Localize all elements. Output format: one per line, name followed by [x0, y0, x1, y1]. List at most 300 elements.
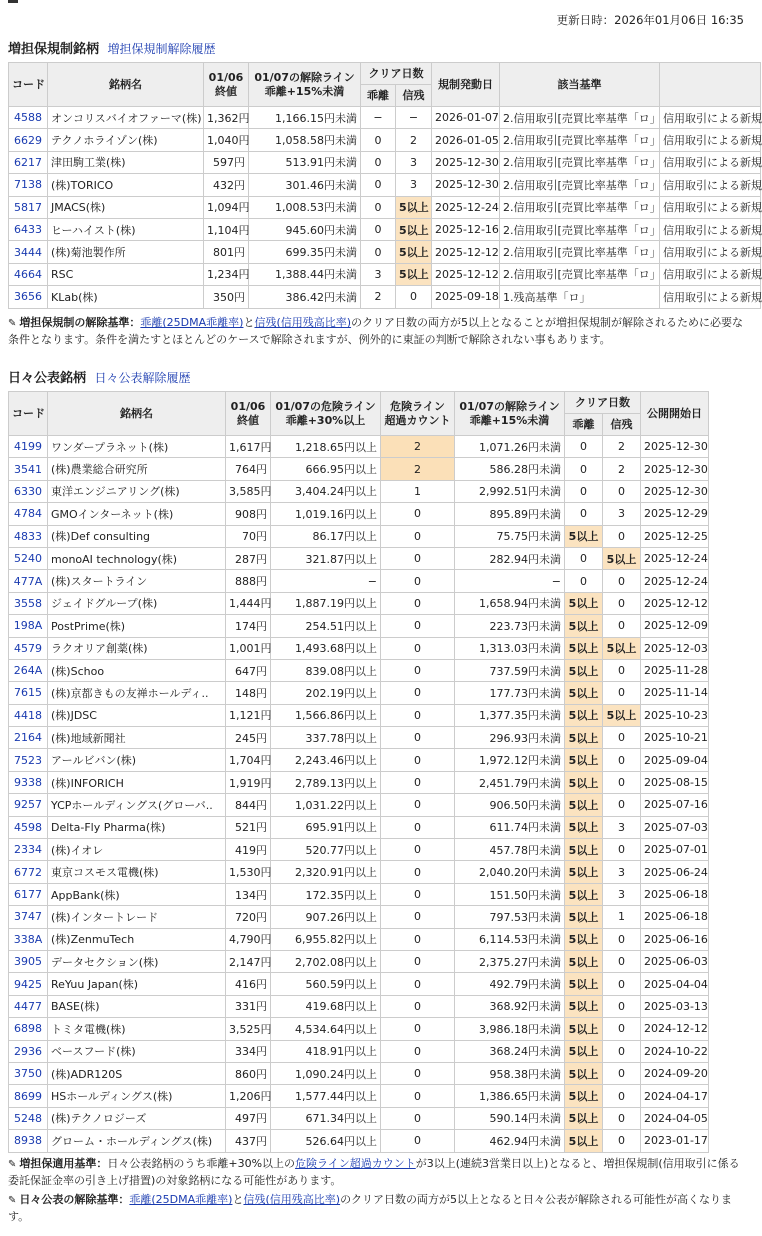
extra: 信用取引による新規	[660, 263, 761, 285]
stock-name: (株)スタートライン	[48, 570, 226, 592]
kairi-days: 5以上	[565, 1062, 603, 1084]
stock-code-link[interactable]: 7523	[9, 749, 48, 771]
extra: 信用取引による新規	[660, 218, 761, 240]
danger-line: 560.59円以上	[271, 973, 381, 995]
margin-history-link[interactable]: 増担保規制解除履歴	[107, 42, 216, 56]
criteria: 2.信用取引[売買比率基準「ロ」	[500, 263, 660, 285]
stock-code-link[interactable]: 3747	[9, 906, 48, 928]
release-line: −	[455, 570, 565, 592]
release-line: 368.92円未満	[455, 995, 565, 1017]
close-price: 1,040円	[204, 129, 249, 151]
kairi-days: 5以上	[565, 659, 603, 681]
stock-name: (株)農業総合研究所	[48, 458, 226, 480]
close-price: 844円	[226, 794, 271, 816]
danger-line: 671.34円以上	[271, 1107, 381, 1129]
start-date: 2025-11-28	[641, 659, 709, 681]
start-date: 2024-12-12	[641, 1018, 709, 1040]
shinzan-days: 1	[603, 906, 641, 928]
release-line: 1,658.94円未満	[455, 592, 565, 614]
close-price: 1,121円	[226, 704, 271, 726]
stock-name: 東京コスモス電機(株)	[48, 861, 226, 883]
shinzan-days: 0	[603, 1040, 641, 1062]
danger-count: 0	[381, 928, 455, 950]
kairi-days: 0	[565, 436, 603, 458]
daily-apply-note: ✎ 増担保適用基準：日々公表銘柄のうち乖離+30%以上の危険ライン超過カウントが3以上(連続3営業日以上)となると、増担保規制(信用取引に係る委託保証金率の引き上げ措置)の対象銘柄になる可能性があります。	[8, 1157, 740, 1187]
danger-line: 4,534.64円以上	[271, 1018, 381, 1040]
danger-line: 321.87円以上	[271, 547, 381, 569]
danger-line: 695.91円以上	[271, 816, 381, 838]
stock-name: AppBank(株)	[48, 883, 226, 905]
stock-name: ラクオリア創薬(株)	[48, 637, 226, 659]
shinzan-days: 0	[603, 1085, 641, 1107]
start-date: 2025-07-16	[641, 794, 709, 816]
kairi-days: 0	[361, 151, 396, 173]
stock-code-link[interactable]: 9338	[9, 771, 48, 793]
danger-count: 0	[381, 1130, 455, 1152]
stock-code-link[interactable]: 3558	[9, 592, 48, 614]
release-line: 895.89円未満	[455, 503, 565, 525]
danger-count: 0	[381, 615, 455, 637]
kairi-days: 0	[565, 547, 603, 569]
start-date: 2025-10-23	[641, 704, 709, 726]
stock-name: (株)INFORICH	[48, 771, 226, 793]
kairi-days: 5以上	[565, 615, 603, 637]
stock-code-link[interactable]: 6177	[9, 883, 48, 905]
shinzan-days: 2	[603, 436, 641, 458]
stock-code-link[interactable]: 6330	[9, 480, 48, 502]
close-price: 801円	[204, 241, 249, 263]
start-date: 2025-07-01	[641, 839, 709, 861]
table-row	[9, 241, 761, 263]
start-date: 2025-09-18	[432, 286, 500, 308]
shinzan-days: 0	[603, 1062, 641, 1084]
shinzan-days: 0	[603, 1130, 641, 1152]
release-line: 386.42円未満	[249, 286, 361, 308]
close-price: 1,104円	[204, 218, 249, 240]
danger-line: 666.95円以上	[271, 458, 381, 480]
stock-code-link[interactable]: 4784	[9, 503, 48, 525]
table-row	[9, 682, 709, 704]
close-price: 2,147円	[226, 950, 271, 972]
danger-line: 1,493.68円以上	[271, 637, 381, 659]
danger-count: 0	[381, 950, 455, 972]
stock-name: KLab(株)	[48, 286, 204, 308]
start-date: 2025-12-24	[432, 196, 500, 218]
criteria: 2.信用取引[売買比率基準「ロ」	[500, 174, 660, 196]
release-line: 958.38円未満	[455, 1062, 565, 1084]
close-price: 1,362円	[204, 107, 249, 129]
kairi-days: 5以上	[565, 749, 603, 771]
close-price: 647円	[226, 659, 271, 681]
kairi-days: 5以上	[565, 1107, 603, 1129]
kairi-days: 5以上	[565, 1130, 603, 1152]
release-line: 906.50円未満	[455, 794, 565, 816]
table-row	[9, 1085, 709, 1107]
stock-name: ベースフード(株)	[48, 1040, 226, 1062]
release-line: 6,114.53円未満	[455, 928, 565, 950]
col-name: 銘柄名	[48, 392, 226, 436]
start-date: 2025-12-03	[641, 637, 709, 659]
close-price: 432円	[204, 174, 249, 196]
close-price: 334円	[226, 1040, 271, 1062]
kairi-days: 5以上	[565, 727, 603, 749]
col-extra	[660, 63, 761, 107]
kairi-days: 5以上	[565, 906, 603, 928]
danger-count: 0	[381, 637, 455, 659]
stock-code-link[interactable]: 2334	[9, 839, 48, 861]
table-row	[9, 906, 709, 928]
kairi-link[interactable]: 乖離(25DMA乖離率)	[129, 1193, 233, 1206]
daily-history-link[interactable]: 日々公表解除履歴	[94, 371, 191, 385]
start-date: 2025-04-04	[641, 973, 709, 995]
stock-code-link[interactable]: 6433	[9, 218, 48, 240]
shinzan-days: 0	[396, 286, 432, 308]
col-kairi: 乖離	[361, 85, 396, 107]
start-date: 2025-03-13	[641, 995, 709, 1017]
close-price: 764円	[226, 458, 271, 480]
release-line: 457.78円未満	[455, 839, 565, 861]
stock-code-link[interactable]: 4664	[9, 263, 48, 285]
release-line: 223.73円未満	[455, 615, 565, 637]
shinzan-days: 5以上	[603, 704, 641, 726]
criteria: 2.信用取引[売買比率基準「ロ」	[500, 196, 660, 218]
kairi-days: 5以上	[565, 861, 603, 883]
close-price: 1,704円	[226, 749, 271, 771]
danger-count: 0	[381, 1040, 455, 1062]
start-date: 2024-10-22	[641, 1040, 709, 1062]
start-date: 2024-09-20	[641, 1062, 709, 1084]
updated-timestamp: 更新日時：2026年01月06日 16:35	[556, 13, 744, 27]
daily-table	[8, 391, 709, 1153]
shinzan-link[interactable]: 信残(信用残高比率)	[243, 1193, 341, 1206]
kairi-days: 0	[565, 503, 603, 525]
shinzan-days: −	[396, 107, 432, 129]
kairi-days: 0	[361, 129, 396, 151]
kairi-days: 0	[565, 480, 603, 502]
kairi-days: 0	[361, 218, 396, 240]
stock-name: ジェイドグループ(株)	[48, 592, 226, 614]
start-date: 2025-12-29	[641, 503, 709, 525]
stock-code-link[interactable]: 4598	[9, 816, 48, 838]
col-release-line: 01/07の解除ライン 乖離+15%未満	[249, 63, 361, 107]
danger-count: 2	[381, 436, 455, 458]
stock-code-link[interactable]: 8938	[9, 1130, 48, 1152]
close-price: 1,530円	[226, 861, 271, 883]
close-price: 720円	[226, 906, 271, 928]
start-date: 2025-06-03	[641, 950, 709, 972]
kairi-days: 5以上	[565, 950, 603, 972]
close-price: 3,585円	[226, 480, 271, 502]
stock-name: ReYuu Japan(株)	[48, 973, 226, 995]
table-row	[9, 547, 709, 569]
stock-name: (株)菊池製作所	[48, 241, 204, 263]
stock-code-link[interactable]: 9257	[9, 794, 48, 816]
shinzan-link[interactable]: 信残(信用残高比率)	[254, 316, 352, 329]
release-line: 1,166.15円未満	[249, 107, 361, 129]
shinzan-days: 5以上	[396, 218, 432, 240]
start-date: 2024-04-17	[641, 1085, 709, 1107]
start-date: 2025-12-12	[641, 592, 709, 614]
close-price: 148円	[226, 682, 271, 704]
kairi-days: 5以上	[565, 771, 603, 793]
close-price: 437円	[226, 1130, 271, 1152]
shinzan-days: 0	[603, 973, 641, 995]
stock-code-link[interactable]: 5817	[9, 196, 48, 218]
shinzan-days: 5以上	[396, 241, 432, 263]
kairi-days: 5以上	[565, 592, 603, 614]
shinzan-days: 3	[603, 503, 641, 525]
table-row	[9, 218, 761, 240]
danger-count: 0	[381, 973, 455, 995]
danger-count-link[interactable]: 危険ライン超過カウント	[295, 1157, 416, 1170]
col-criteria: 該当基準	[500, 63, 660, 107]
start-date: 2025-12-30	[432, 151, 500, 173]
stock-code-link[interactable]: 3444	[9, 241, 48, 263]
table-row	[9, 1130, 709, 1152]
stock-code-link[interactable]: 8699	[9, 1085, 48, 1107]
pencil-icon: ✎	[8, 1195, 17, 1206]
release-line: 1,008.53円未満	[249, 196, 361, 218]
col-danger-count: 危険ライン 超過カウント	[381, 392, 455, 436]
close-price: 287円	[226, 547, 271, 569]
stock-name: 津田駒工業(株)	[48, 151, 204, 173]
kairi-days: 0	[361, 241, 396, 263]
release-line: 301.46円未満	[249, 174, 361, 196]
stock-code-link[interactable]: 4588	[9, 107, 48, 129]
release-line: 2,040.20円未満	[455, 861, 565, 883]
release-line: 1,071.26円未満	[455, 436, 565, 458]
start-date: 2025-06-16	[641, 928, 709, 950]
margin-table	[8, 62, 761, 309]
stock-name: (株)テクノロジーズ	[48, 1107, 226, 1129]
danger-count: 0	[381, 883, 455, 905]
close-price: 331円	[226, 995, 271, 1017]
start-date: 2026-01-05	[432, 129, 500, 151]
danger-line: 3,404.24円以上	[271, 480, 381, 502]
kairi-link[interactable]: 乖離(25DMA乖離率)	[140, 316, 244, 329]
stock-code-link[interactable]: 4477	[9, 995, 48, 1017]
stock-code-link[interactable]: 2164	[9, 727, 48, 749]
start-date: 2025-09-04	[641, 749, 709, 771]
table-row	[9, 263, 761, 285]
criteria: 2.信用取引[売買比率基準「ロ」	[500, 129, 660, 151]
danger-line: 1,218.65円以上	[271, 436, 381, 458]
close-price: 860円	[226, 1062, 271, 1084]
table-row	[9, 525, 709, 547]
extra: 信用取引による新規	[660, 151, 761, 173]
extra: 信用取引による新規	[660, 286, 761, 308]
stock-code-link[interactable]: 2936	[9, 1040, 48, 1062]
stock-code-link[interactable]: 3541	[9, 458, 48, 480]
danger-count: 1	[381, 480, 455, 502]
danger-count: 0	[381, 727, 455, 749]
release-line: 797.53円未満	[455, 906, 565, 928]
kairi-days: 5以上	[565, 1040, 603, 1062]
stock-code-link[interactable]: 4833	[9, 525, 48, 547]
release-line: 177.73円未満	[455, 682, 565, 704]
stock-code-link[interactable]: 198A	[9, 615, 48, 637]
stock-code-link[interactable]: 7138	[9, 174, 48, 196]
danger-line: 907.26円以上	[271, 906, 381, 928]
close-price: 4,790円	[226, 928, 271, 950]
start-date: 2025-12-24	[641, 547, 709, 569]
table-row	[9, 480, 709, 502]
table-row	[9, 458, 709, 480]
kairi-days: 5以上	[565, 928, 603, 950]
stock-code-link[interactable]: 338A	[9, 928, 48, 950]
kairi-days: 0	[361, 196, 396, 218]
criteria: 2.信用取引[売買比率基準「ロ」	[500, 218, 660, 240]
kairi-days: 5以上	[565, 816, 603, 838]
start-date: 2025-07-03	[641, 816, 709, 838]
release-line: 1,058.58円未満	[249, 129, 361, 151]
col-code: コード	[9, 63, 48, 107]
kairi-days: 5以上	[565, 995, 603, 1017]
danger-line: 172.35円以上	[271, 883, 381, 905]
danger-line: 418.91円以上	[271, 1040, 381, 1062]
release-line: 1,313.03円未満	[455, 637, 565, 659]
danger-line: 520.77円以上	[271, 839, 381, 861]
stock-code-link[interactable]: 7615	[9, 682, 48, 704]
stock-code-link[interactable]: 4418	[9, 704, 48, 726]
kairi-days: 3	[361, 263, 396, 285]
kairi-days: 5以上	[565, 883, 603, 905]
col-release-line: 01/07の解除ライン 乖離+15%未満	[455, 392, 565, 436]
col-name: 銘柄名	[48, 63, 204, 107]
close-price: 419円	[226, 839, 271, 861]
stock-code-link[interactable]: 6898	[9, 1018, 48, 1040]
shinzan-days: 3	[603, 816, 641, 838]
stock-code-link[interactable]: 6629	[9, 129, 48, 151]
stock-code-link[interactable]: 4579	[9, 637, 48, 659]
criteria: 2.信用取引[売買比率基準「ロ」	[500, 241, 660, 263]
close-price: 3,525円	[226, 1018, 271, 1040]
table-row	[9, 1018, 709, 1040]
stock-code-link[interactable]: 3656	[9, 286, 48, 308]
table-row	[9, 637, 709, 659]
shinzan-days: 5以上	[396, 263, 432, 285]
table-row	[9, 570, 709, 592]
stock-code-link[interactable]: 4199	[9, 436, 48, 458]
stock-code-link[interactable]: 6217	[9, 151, 48, 173]
shinzan-days: 2	[603, 458, 641, 480]
release-line: 3,986.18円未満	[455, 1018, 565, 1040]
stock-code-link[interactable]: 5248	[9, 1107, 48, 1129]
release-line: 75.75円未満	[455, 525, 565, 547]
stock-code-link[interactable]: 5240	[9, 547, 48, 569]
shinzan-days: 3	[603, 883, 641, 905]
col-shinzan: 信残	[603, 414, 641, 436]
start-date: 2025-12-09	[641, 615, 709, 637]
release-line: 1,386.65円未満	[455, 1085, 565, 1107]
stock-code-link[interactable]: 6772	[9, 861, 48, 883]
stock-code-link[interactable]: 3905	[9, 950, 48, 972]
col-shinzan: 信残	[396, 85, 432, 107]
start-date: 2025-12-30	[641, 436, 709, 458]
stock-code-link[interactable]: 9425	[9, 973, 48, 995]
stock-name: (株)JDSC	[48, 704, 226, 726]
stock-name: データセクション(株)	[48, 950, 226, 972]
kairi-days: 5以上	[565, 839, 603, 861]
table-row	[9, 1040, 709, 1062]
stock-code-link[interactable]: 477A	[9, 570, 48, 592]
close-price: 908円	[226, 503, 271, 525]
table-row	[9, 839, 709, 861]
danger-line: 2,320.91円以上	[271, 861, 381, 883]
close-price: 888円	[226, 570, 271, 592]
close-price: 1,919円	[226, 771, 271, 793]
col-close: 01/06 終値	[226, 392, 271, 436]
start-date: 2025-06-18	[641, 906, 709, 928]
table-row	[9, 704, 709, 726]
table-row	[9, 771, 709, 793]
shinzan-days: 0	[603, 1107, 641, 1129]
close-price: 174円	[226, 615, 271, 637]
table-row	[9, 749, 709, 771]
stock-code-link[interactable]: 3750	[9, 1062, 48, 1084]
shinzan-days: 5以上	[603, 637, 641, 659]
kairi-days: 0	[565, 570, 603, 592]
release-line: 296.93円未満	[455, 727, 565, 749]
start-date: 2026-01-07	[432, 107, 500, 129]
table-row	[9, 1062, 709, 1084]
table-row	[9, 107, 761, 129]
release-line: 492.79円未満	[455, 973, 565, 995]
daily-title: 日々公表銘柄	[8, 371, 87, 386]
release-line: 611.74円未満	[455, 816, 565, 838]
stock-name: (株)イオレ	[48, 839, 226, 861]
start-date: 2024-04-05	[641, 1107, 709, 1129]
danger-line: 337.78円以上	[271, 727, 381, 749]
stock-name: アールビバン(株)	[48, 749, 226, 771]
shinzan-days: 0	[603, 995, 641, 1017]
close-price: 521円	[226, 816, 271, 838]
danger-count: 0	[381, 839, 455, 861]
stock-code-link[interactable]: 264A	[9, 659, 48, 681]
close-price: 497円	[226, 1107, 271, 1129]
stock-name: Delta-Fly Pharma(株)	[48, 816, 226, 838]
stock-name: ヒーハイスト(株)	[48, 218, 204, 240]
start-date: 2025-08-15	[641, 771, 709, 793]
table-row	[9, 727, 709, 749]
danger-line: 1,577.44円以上	[271, 1085, 381, 1107]
col-start-date: 規制発動日	[432, 63, 500, 107]
extra: 信用取引による新規	[660, 241, 761, 263]
kairi-days: 5以上	[565, 525, 603, 547]
close-price: 1,234円	[204, 263, 249, 285]
margin-section-title	[8, 38, 216, 57]
danger-line: 1,887.19円以上	[271, 592, 381, 614]
shinzan-days: 0	[603, 592, 641, 614]
close-price: 245円	[226, 727, 271, 749]
shinzan-days: 0	[603, 659, 641, 681]
extra: 信用取引による新規	[660, 174, 761, 196]
close-price: 1,444円	[226, 592, 271, 614]
release-line: 586.28円未満	[455, 458, 565, 480]
danger-count: 0	[381, 547, 455, 569]
shinzan-days: 5以上	[396, 196, 432, 218]
criteria: 2.信用取引[売買比率基準「ロ」	[500, 151, 660, 173]
pencil-icon: ✎	[8, 318, 17, 329]
stock-name: JMACS(株)	[48, 196, 204, 218]
margin-release-note: ✎ 増担保規制の解除基準：乖離(25DMA乖離率)と信残(信用残高比率)のクリア日数の両方が5以上となることが増担保規制が解除されるために必要な条件となります。条件を満たすとほとんどのケースで解除されますが、例外的に東証の判断で解除されない事もあります。	[8, 316, 744, 346]
kairi-days: 5以上	[565, 794, 603, 816]
stock-name: (株)Schoo	[48, 659, 226, 681]
danger-count: 0	[381, 816, 455, 838]
stock-name: 東洋エンジニアリング(株)	[48, 480, 226, 502]
start-date: 2025-12-30	[641, 480, 709, 502]
shinzan-days: 0	[603, 727, 641, 749]
